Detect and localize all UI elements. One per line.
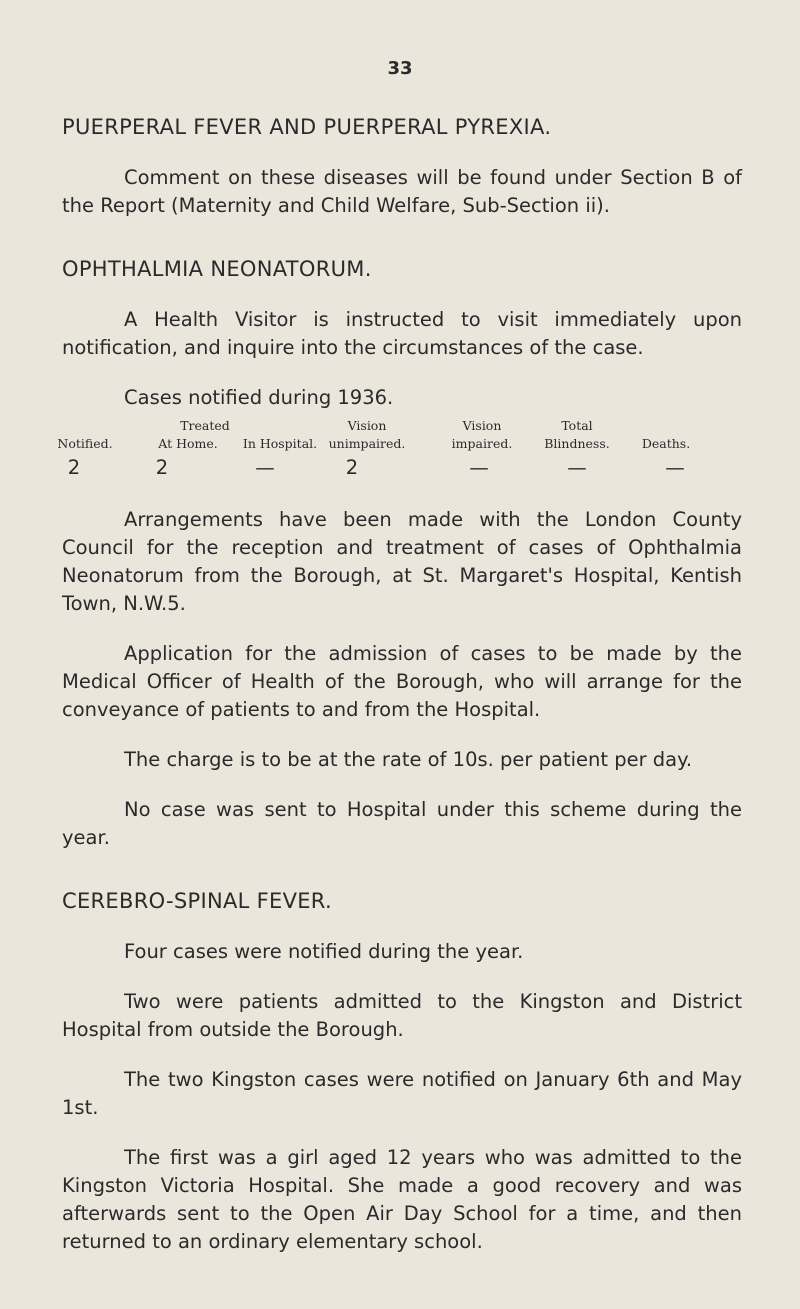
paragraph-ophthalmia-application: Application for the admission of cases to be made by the Medical Officer of Health of the Borough, who will arrange for the conveyance of patients to and from the Hospital.	[62, 642, 742, 721]
table-header-notified: Notified.	[57, 436, 113, 451]
page-content	[57, 112, 742, 1256]
paragraph-ophthalmia-arrangements: Arrangements have been made with the London County Council for the reception and treatment of cases of Ophthalmia Neonatorum from the Borough, at St. Margaret's Hospital, Kentish Town, N.W.5.	[62, 508, 742, 615]
table-value-vision-unimpaired: 2	[345, 456, 359, 479]
table-group-header-vision-1: Vision	[347, 418, 387, 433]
table-header-vision-impaired: impaired.	[451, 436, 513, 451]
paragraph-ophthalmia-charge: The charge is to be at the rate of 10s. per patient per day.	[124, 748, 693, 771]
paragraph-ophthalmia-no-case: No case was sent to Hospital under this scheme during the year.	[62, 798, 742, 849]
paragraph-cerebro-kingston-cases: The two Kingston cases were notified on January 6th and May 1st.	[62, 1068, 742, 1119]
paragraph-puerperal: Comment on these diseases will be found under Section B of the Report (Maternity and Child Welfare, Sub-Section ii).	[62, 166, 742, 217]
table-value-total-blindness: —	[567, 456, 587, 479]
paragraph-cerebro-two-patients: Two were patients admitted to the Kingston and District Hospital from outside the Borough.	[62, 990, 742, 1041]
cases-table-title: Cases notified during 1936.	[124, 386, 394, 409]
table-value-at-home: 2	[155, 456, 169, 479]
paragraph-cerebro-first-case: The first was a girl aged 12 years who was admitted to the Kingston Victoria Hospital. She made a good recovery and was afterwards sent to the Open Air Day School for a time, and then returned to an ordinary elementary school.	[62, 1146, 742, 1253]
table-group-header-treated: Treated	[180, 418, 230, 433]
table-value-vision-impaired: —	[469, 456, 489, 479]
page-number: 33	[387, 58, 413, 79]
table-value-in-hospital: —	[255, 456, 275, 479]
paragraph-ophthalmia-intro: A Health Visitor is instructed to visit immediately upon notification, and inquire into the circumstances of the case.	[62, 308, 742, 359]
table-value-notified: 2	[67, 456, 81, 479]
table-header-total-blindness: Blindness.	[544, 436, 610, 451]
table-group-header-vision-2: Vision	[462, 418, 502, 433]
cases-table	[57, 418, 742, 484]
table-value-deaths: —	[665, 456, 685, 479]
table-header-in-hospital: In Hospital.	[242, 436, 318, 451]
table-header-vision-unimpaired: unimpaired.	[328, 436, 406, 451]
heading-cerebro-spinal: CEREBRO-SPINAL FEVER.	[62, 889, 332, 913]
heading-puerperal: PUERPERAL FEVER AND PUERPERAL PYREXIA.	[62, 115, 552, 139]
paragraph-cerebro-four-cases: Four cases were notified during the year.	[124, 940, 524, 963]
heading-ophthalmia: OPHTHALMIA NEONATORUM.	[62, 257, 372, 281]
table-group-header-total: Total	[561, 418, 593, 433]
table-header-at-home: At Home.	[158, 436, 218, 451]
table-header-deaths: Deaths.	[641, 436, 691, 451]
